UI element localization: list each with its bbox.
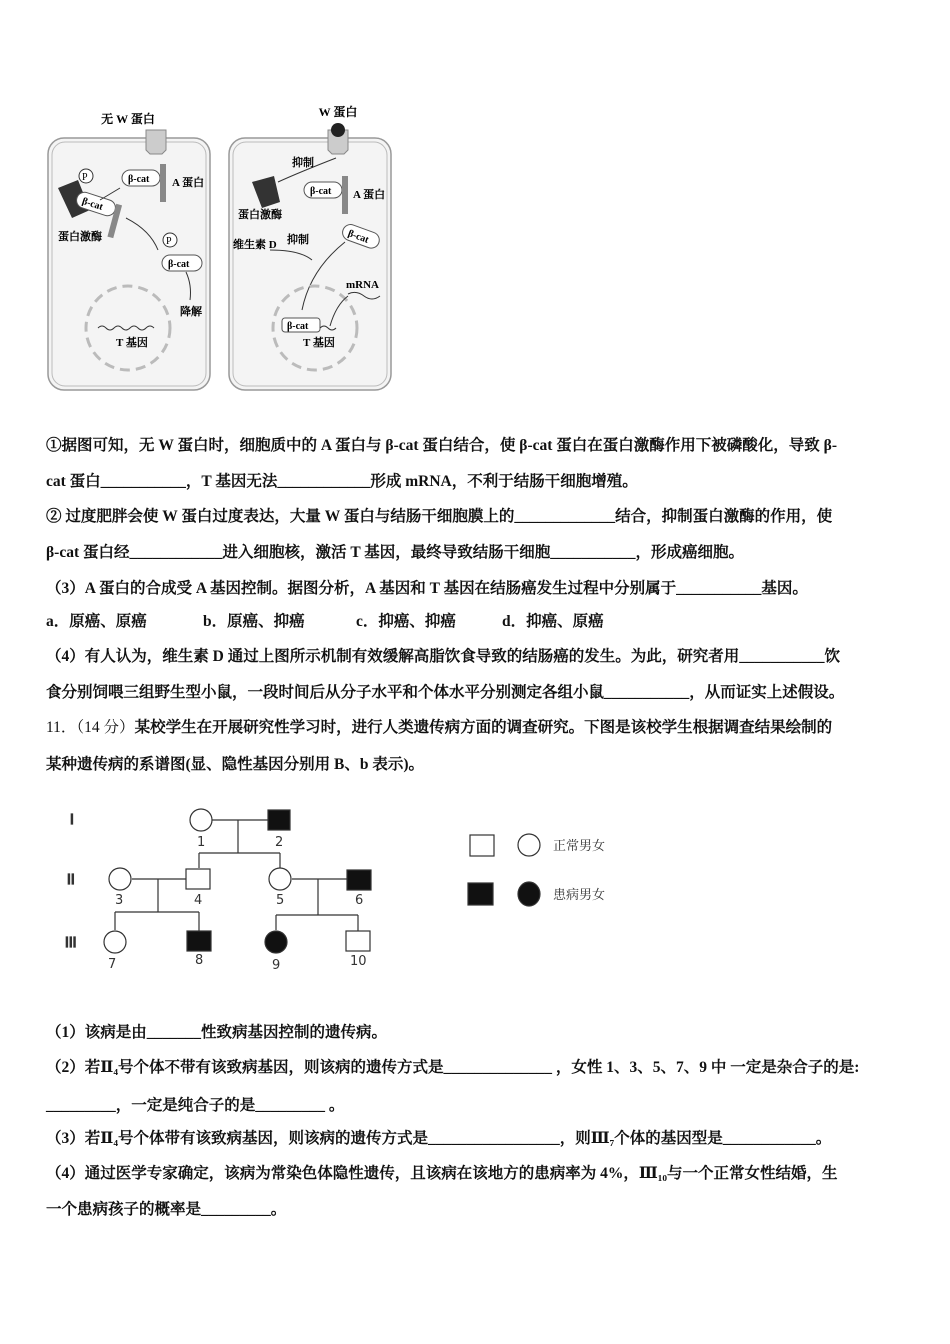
no-w-protein-label: 无 W 蛋白 <box>101 112 155 126</box>
individual-number: 6 <box>355 893 364 908</box>
kinase-label: 蛋白激酶 <box>238 209 282 221</box>
individual-number: 5 <box>276 893 285 908</box>
phosphate-label: P <box>166 236 172 247</box>
individual-9-female-affected <box>265 931 287 953</box>
option-b: b．原癌、抑癌 <box>203 613 305 630</box>
individual-number: 7 <box>108 957 117 972</box>
individual-3-female-normal <box>109 868 131 890</box>
q11-part4a: （4）通过医学专家确定，该病为常染色体隐性遗传，且该病在该地方的患病率为 4%，Ⅲ₁₀与一个正常女性结婚，生 <box>46 1165 838 1182</box>
q11-part2a: （2）若Ⅱ₄号个体不带有该致病基因，则该病的遗传方式是______________ ，女性 1、3、5、7、9 中 一定是杂合子的是: <box>46 1059 860 1076</box>
receptor-icon <box>146 130 166 154</box>
bcat-label: β-cat <box>346 228 371 246</box>
q11-part1: （1）该病是由_______性致病基因控制的遗传病。 <box>46 1024 388 1041</box>
inhibit-label: 抑制 <box>292 157 314 169</box>
individual-4-male-normal <box>186 869 210 889</box>
phosphate-label: P <box>82 172 88 183</box>
bcat-label: β-cat <box>128 174 150 185</box>
individual-7-female-normal <box>104 931 126 953</box>
inhibit-label: 抑制 <box>287 234 309 246</box>
individual-number: 4 <box>194 893 203 908</box>
bcat-label: β-cat <box>80 195 105 213</box>
legend-affected-label: 患病男女 <box>553 888 606 903</box>
generation-label: III <box>65 936 77 951</box>
q10-part4a: （4）有人认为，维生素 D 通过上图所示机制有效缓解高脂饮食导致的结肠癌的发生。为此，研究者用___________饮 <box>46 648 840 665</box>
legend-normal-male <box>470 835 494 856</box>
q11-intro-1 <box>46 718 832 738</box>
q11-number: 11．（14 分） <box>46 719 135 736</box>
t-gene-label: T 基因 <box>116 337 148 349</box>
q10-statement-1a: ①据图可知，无 W 蛋白时，细胞质中的 A 蛋白与 β-cat 蛋白结合，使 β-cat 蛋白在蛋白激酶作用下被磷酸化，导致 β- <box>46 437 838 454</box>
a-protein-label: A 蛋白 <box>353 189 386 201</box>
a-protein-label: A 蛋白 <box>172 177 205 189</box>
individual-6-male-affected <box>347 870 371 890</box>
q11-part2b: _________，一定是纯合子的是_________ 。 <box>46 1097 345 1114</box>
q10-statement-2b: β-cat 蛋白经____________进入细胞核，激活 T 基因，最终导致结肠干细胞___________，形成癌细胞。 <box>46 544 745 561</box>
legend-affected-female <box>518 882 540 906</box>
bcat-label: β-cat <box>310 186 332 197</box>
individual-number: 1 <box>197 835 206 850</box>
individual-5-female-normal <box>269 868 291 890</box>
legend-normal-female <box>518 834 540 856</box>
pedigree-chart <box>0 790 950 990</box>
bcat-label: β-cat <box>168 259 190 270</box>
option-a: a．原癌、原癌 <box>46 613 147 630</box>
q10-part3: （3）A 蛋白的合成受 A 基因控制。据图分析，A 基因和 T 基因在结肠癌发生过程中分别属于___________基因。 <box>46 580 808 597</box>
individual-number: 10 <box>350 954 367 969</box>
individual-number: 3 <box>115 893 124 908</box>
q11-intro-text: 某校学生在开展研究性学习时，进行人类遗传病方面的调查研究。下图是该校学生根据调查结果绘制的 <box>134 719 833 736</box>
legend-affected-male <box>468 883 493 905</box>
t-gene-label: T 基因 <box>303 337 335 349</box>
option-c: c．抑癌、抑癌 <box>356 613 456 630</box>
degrade-label: 降解 <box>180 306 202 318</box>
cell-with-w-protein <box>229 104 391 390</box>
individual-10-male-normal <box>346 931 370 951</box>
individual-8-male-affected <box>187 931 211 951</box>
q10-part4b: 食分别饲喂三组野生型小鼠，一段时间后从分子水平和个体水平分别测定各组小鼠___________，从而证实上述假设。 <box>46 684 845 701</box>
q11-intro-2: 某种遗传病的系谱图(显、隐性基因分别用 B、b 表示)。 <box>46 756 425 773</box>
q10-statement-1b: cat 蛋白___________，T 基因无法____________形成 mRNA，不利于结肠干细胞增殖。 <box>46 473 638 490</box>
w-protein-label: W 蛋白 <box>318 105 358 119</box>
individual-1-female-normal <box>190 809 212 831</box>
q11-part4b: 一个患病孩子的概率是_________。 <box>46 1201 287 1218</box>
individual-number: 8 <box>195 953 204 968</box>
individual-2-male-affected <box>268 810 290 830</box>
individual-number: 9 <box>272 958 281 973</box>
option-d: d．抑癌、原癌 <box>502 613 604 630</box>
cell-signaling-figure <box>40 100 400 400</box>
w-protein-icon <box>331 123 345 137</box>
mrna-label: mRNA <box>346 279 379 291</box>
kinase-label: 蛋白激酶 <box>58 231 102 243</box>
generation-label: I <box>70 813 74 828</box>
legend-normal-label: 正常男女 <box>553 839 606 854</box>
bcat-label: β-cat <box>287 321 309 332</box>
q11-part3: （3）若Ⅱ₄号个体带有该致病基因，则该病的遗传方式是_________________，则Ⅲ₇个体的基因型是____________。 <box>46 1130 832 1147</box>
cell-without-w-protein <box>48 111 210 390</box>
q10-statement-2a: ② 过度肥胖会使 W 蛋白过度表达，大量 W 蛋白与结肠干细胞膜上的_____________结合，抑制蛋白激酶的作用，使 <box>46 508 833 525</box>
individual-number: 2 <box>275 835 284 850</box>
generation-label: II <box>67 873 75 888</box>
vitamin-d-label: 维生素 D <box>233 239 277 251</box>
